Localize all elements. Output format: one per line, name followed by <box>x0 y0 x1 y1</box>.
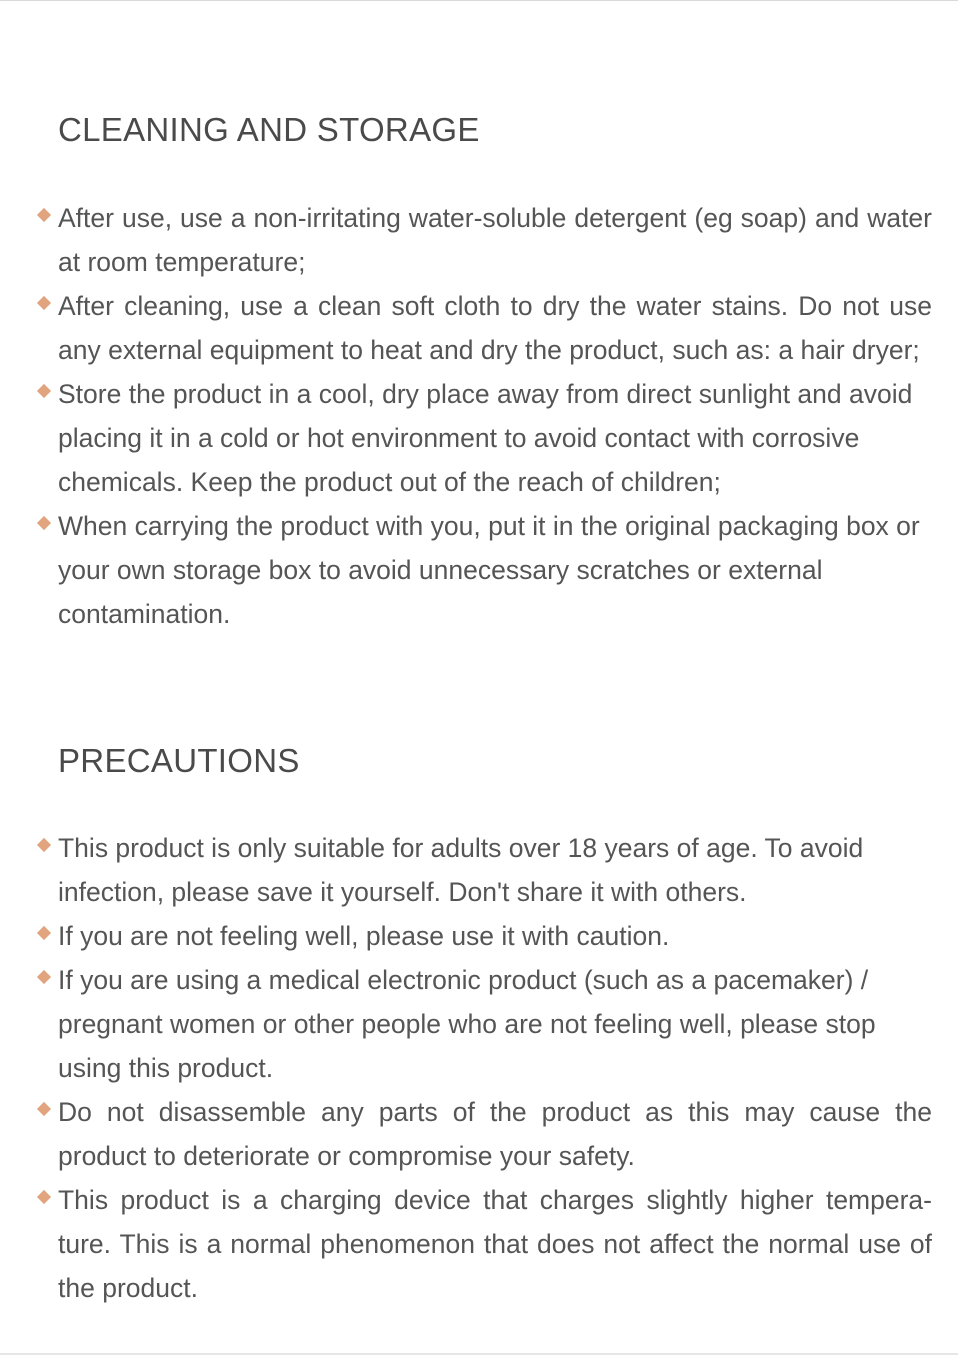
list-item <box>36 284 932 372</box>
diamond-icon <box>37 926 51 940</box>
list-item-text: If you are using a medical electronic product (such as a pacemaker) / pregnant women or other people who are not feeling well, please stop using this product. <box>58 965 876 1083</box>
diamond-icon <box>37 208 51 222</box>
section-title-precautions: PRECAUTIONS <box>58 742 300 779</box>
diamond-icon <box>37 1102 51 1116</box>
diamond-icon <box>37 1190 51 1204</box>
list-item <box>36 504 932 636</box>
list-item <box>36 826 932 914</box>
diamond-icon <box>37 384 51 398</box>
list-item <box>36 196 932 284</box>
list-item-text: After cleaning, use a clean soft cloth to dry the water stains. Do not use any external equipment to heat and dry the product, such as: a hair dryer; <box>58 291 932 365</box>
list-item <box>36 914 932 958</box>
list-item-text: Do not disassemble any parts of the product as this may cause the product to deteriorate or compromise your safety. <box>58 1097 932 1171</box>
list-item <box>36 1178 932 1310</box>
cleaning-storage-list <box>36 196 932 636</box>
list-item <box>36 958 932 1090</box>
list-item <box>36 372 932 504</box>
list-item-text: Store the product in a cool, dry place away from direct sunlight and avoid placing it in a cold or hot environment to avoid contact with corrosive chemicals. Keep the product out of the reach of children; <box>58 379 913 497</box>
top-divider <box>0 0 958 1</box>
list-item-text: If you are not feeling well, please use it with caution. <box>58 921 670 951</box>
diamond-icon <box>37 296 51 310</box>
list-item <box>36 1090 932 1178</box>
section-title-cleaning-and-storage: CLEANING AND STORAGE <box>58 111 480 148</box>
list-item-text: This product is a charging device that charges slightly higher tempera-ture. This is a normal phenomenon that does not affect the normal use of the product. <box>58 1185 932 1303</box>
list-item-text: This product is only suitable for adults over 18 years of age. To avoid infection, please save it yourself. Don't share it with others. <box>58 833 864 907</box>
precautions-list <box>36 826 932 1310</box>
diamond-icon <box>37 516 51 530</box>
list-item-text: After use, use a non-irritating water-soluble detergent (eg soap) and water at room temperature; <box>58 203 932 277</box>
list-item-text: When carrying the product with you, put it in the original packaging box or your own storage box to avoid unnecessary scratches or external contamination. <box>58 511 920 629</box>
diamond-icon <box>37 838 51 852</box>
diamond-icon <box>37 970 51 984</box>
